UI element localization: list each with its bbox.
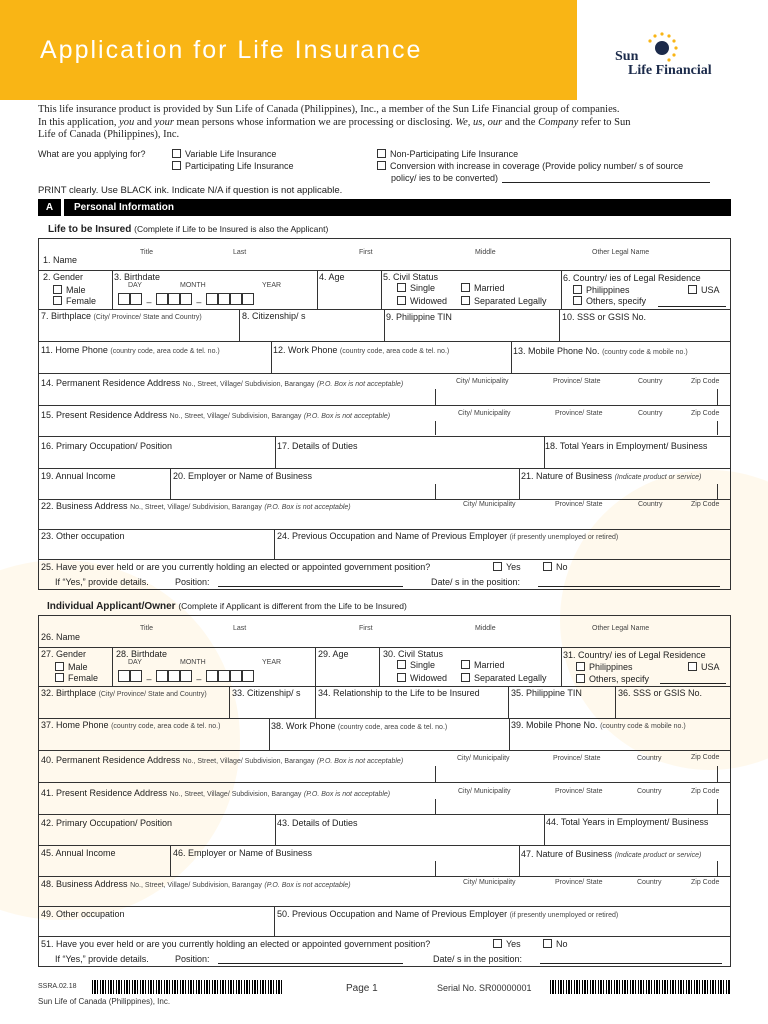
gov-if-yes: If “Yes,” provide details. xyxy=(55,577,149,587)
intro-line-1: This life insurance product is provided by Sun Life of Canada (Philippines), Inc., a member of the Sun Life Financial group of companies. xyxy=(38,104,620,115)
owner-field-income: 45. Annual Income xyxy=(41,848,116,858)
label-country: Country xyxy=(638,501,663,508)
logo-sun: Sun xyxy=(615,49,639,64)
owner-field-tin: 35. Philippine TIN xyxy=(511,688,582,698)
owner-field-citizenship: 33. Citizenship/ s xyxy=(232,688,301,698)
option-variable-life[interactable]: Variable Life Insurance xyxy=(172,149,276,159)
checkbox[interactable] xyxy=(688,285,697,294)
civil-married[interactable]: Married xyxy=(461,283,505,293)
form-code: SSRA.02.18 xyxy=(38,983,77,990)
checkbox[interactable] xyxy=(461,660,470,669)
label-province: Province/ State xyxy=(553,755,601,762)
col-last: Last xyxy=(233,249,247,256)
checkbox[interactable] xyxy=(53,296,62,305)
barcode-left xyxy=(92,980,282,994)
page-title: Application for Life Insurance xyxy=(40,36,423,64)
owner-field-employer: 46. Employer or Name of Business xyxy=(173,848,313,858)
civil-widowed[interactable]: Widowed xyxy=(397,296,447,306)
label-day: DAY xyxy=(128,282,142,289)
col-last: Last xyxy=(233,625,247,632)
owner-field-other-occupation: 49. Other occupation xyxy=(41,909,125,919)
checkbox[interactable] xyxy=(493,562,502,571)
owner-field-previous-occupation: 50. Previous Occupation and Name of Previous Employer (if presently unemployed or retired) xyxy=(277,909,619,919)
residence-usa[interactable]: USA xyxy=(688,285,720,295)
owner-civil-married[interactable]: Married xyxy=(461,660,505,670)
label-zip: Zip Code xyxy=(691,410,720,417)
label-city: City/ Municipality xyxy=(458,788,511,795)
label-province: Province/ State xyxy=(555,788,603,795)
field-employer: 20. Employer or Name of Business xyxy=(173,471,313,481)
gov-dates-line[interactable] xyxy=(538,586,720,587)
owner-field-name: 26. Name xyxy=(41,632,81,642)
checkbox[interactable] xyxy=(461,673,470,682)
field-present-address: 15. Present Residence Address No., Street, Village/ Subdivision, Barangay (P.O. Box is not acceptable) xyxy=(41,410,391,420)
owner-field-sss: 36. SSS or GSIS No. xyxy=(618,688,703,698)
field-gov-position: 25. Have you ever held or are you currently holding an elected or appointed government position? xyxy=(41,562,431,572)
field-residence: 6. Country/ ies of Legal Residence xyxy=(563,273,701,283)
label-zip: Zip Code xyxy=(691,378,720,385)
civil-single[interactable]: Single xyxy=(397,283,435,293)
owner-gov-dates-label: Date/ s in the position: xyxy=(433,954,523,964)
owner-gender-male[interactable]: Male xyxy=(55,662,88,672)
owner-residence-others[interactable]: Others, specify xyxy=(576,674,649,684)
logo-life-financial: Life Financial xyxy=(628,63,712,78)
owner-civil-single[interactable]: Single xyxy=(397,660,435,670)
gov-no[interactable]: No xyxy=(543,562,568,572)
owner-field-age: 29. Age xyxy=(318,649,349,659)
checkbox[interactable] xyxy=(493,939,502,948)
checkbox[interactable] xyxy=(55,662,64,671)
field-other-occupation: 23. Other occupation xyxy=(41,531,125,541)
owner-field-birthplace: 32. Birthplace (City/ Province/ State and Country) xyxy=(41,688,207,698)
owner-residence-usa[interactable]: USA xyxy=(688,662,720,672)
owner-field-birthdate: 28. Birthdate xyxy=(116,649,168,659)
field-birthplace: 7. Birthplace (City/ Province/ State and Country) xyxy=(41,311,202,321)
label-province: Province/ State xyxy=(555,410,603,417)
field-previous-occupation: 24. Previous Occupation and Name of Previous Employer (if presently unemployed or retired) xyxy=(277,531,619,541)
intro-paragraph xyxy=(38,104,732,142)
option-participating-life[interactable]: Participating Life Insurance xyxy=(172,161,294,171)
owner-gov-position-label: Position: xyxy=(175,954,210,964)
owner-gov-position-line[interactable] xyxy=(218,963,403,964)
checkbox[interactable] xyxy=(576,674,585,683)
option-non-participating[interactable]: Non-Participating Life Insurance xyxy=(377,149,518,159)
label-month: MONTH xyxy=(180,659,206,666)
label-year: YEAR xyxy=(262,282,282,289)
label-country: Country xyxy=(637,879,662,886)
checkbox[interactable] xyxy=(573,285,582,294)
label-zip: Zip Code xyxy=(691,788,720,795)
checkbox[interactable] xyxy=(543,562,552,571)
owner-field-gender: 27. Gender xyxy=(41,649,87,659)
col-title: Title xyxy=(140,625,153,632)
field-duties: 17. Details of Duties xyxy=(277,441,358,451)
field-mobile: 13. Mobile Phone No. (country code & mobile no.) xyxy=(513,346,688,356)
checkbox[interactable] xyxy=(53,285,62,294)
field-nature: 21. Nature of Business (Indicate product or service) xyxy=(521,471,702,481)
section-letter: A xyxy=(38,199,64,216)
owner-others-line[interactable] xyxy=(660,683,726,684)
owner-field-duties: 43. Details of Duties xyxy=(277,818,358,828)
label-month: MONTH xyxy=(180,282,206,289)
label-country: Country xyxy=(637,788,662,795)
owner-field-relationship: 34. Relationship to the Life to be Insured xyxy=(318,688,480,698)
owner-field-mobile: 39. Mobile Phone No. (country code & mobile no.) xyxy=(511,720,686,730)
section-title: Personal Information xyxy=(74,202,175,213)
civil-separated[interactable]: Separated Legally xyxy=(461,296,547,306)
option-conversion-cont: policy/ ies to be converted) xyxy=(391,173,499,183)
col-middle: Middle xyxy=(475,249,496,256)
label-country: Country xyxy=(638,410,663,417)
checkbox[interactable] xyxy=(397,673,406,682)
field-name: 1. Name xyxy=(43,255,78,265)
field-birthdate: 3. Birthdate xyxy=(114,272,161,282)
label-zip: Zip Code xyxy=(691,754,720,761)
owner-birthdate-boxes[interactable]: – – xyxy=(118,669,254,687)
owner-gov-yes[interactable]: Yes xyxy=(493,939,521,949)
field-gender: 2. Gender xyxy=(43,272,84,282)
gov-position-line[interactable] xyxy=(218,586,403,587)
label-province: Province/ State xyxy=(553,378,601,385)
owner-field-business-address: 48. Business Address No., Street, Village/ Subdivision, Barangay (P.O. Box is not acceptable) xyxy=(41,879,351,889)
owner-gov-dates-line[interactable] xyxy=(540,963,722,964)
others-specify-line[interactable] xyxy=(658,306,726,307)
label-zip: Zip Code xyxy=(691,501,720,508)
label-city: City/ Municipality xyxy=(458,410,511,417)
label-country: Country xyxy=(637,755,662,762)
field-permanent-address: 14. Permanent Residence Address No., Street, Village/ Subdivision, Barangay (P.O. Box is not acceptable) xyxy=(41,378,404,388)
life-insured-heading: Life to be Insured (Complete if Life to be Insured is also the Applicant) xyxy=(48,224,329,235)
owner-gov-no[interactable]: No xyxy=(543,939,568,949)
checkbox[interactable] xyxy=(688,662,697,671)
field-sss: 10. SSS or GSIS No. xyxy=(562,312,647,322)
owner-field-gov-position: 51. Have you ever held or are you currently holding an elected or appointed government position? xyxy=(41,939,431,949)
col-other-name: Other Legal Name xyxy=(592,625,650,632)
section-bar xyxy=(38,199,731,216)
policy-number-line[interactable] xyxy=(502,182,710,183)
owner-field-nature: 47. Nature of Business (Indicate product or service) xyxy=(521,849,702,859)
gender-female[interactable]: Female xyxy=(53,296,96,306)
label-city: City/ Municipality xyxy=(463,501,516,508)
field-work-phone: 12. Work Phone (country code, area code & tel. no.) xyxy=(273,345,450,355)
label-city: City/ Municipality xyxy=(463,879,516,886)
col-other-name: Other Legal Name xyxy=(592,249,650,256)
label-day: DAY xyxy=(128,659,142,666)
owner-field-work-phone: 38. Work Phone (country code, area code & tel. no.) xyxy=(271,721,448,731)
page-number: Page 1 xyxy=(346,983,378,994)
owner-field-permanent-address: 40. Permanent Residence Address No., Street, Village/ Subdivision, Barangay (P.O. Box is not acceptable) xyxy=(41,755,404,765)
owner-heading: Individual Applicant/Owner (Complete if Applicant is different from the Life to be Insured) xyxy=(47,601,407,612)
field-years: 18. Total Years in Employment/ Business xyxy=(545,441,708,451)
label-province: Province/ State xyxy=(555,501,603,508)
gov-dates-label: Date/ s in the position: xyxy=(431,577,521,587)
checkbox[interactable] xyxy=(55,673,64,682)
owner-field-home-phone: 37. Home Phone (country code, area code & tel. no.) xyxy=(41,720,221,730)
footer-company: Sun Life of Canada (Philippines), Inc. xyxy=(38,997,171,1006)
owner-field-residence: 31. Country/ ies of Legal Residence xyxy=(563,650,706,660)
col-first: First xyxy=(359,625,373,632)
label-year: YEAR xyxy=(262,659,282,666)
owner-gov-if-yes: If “Yes,” provide details. xyxy=(55,954,149,964)
field-occupation: 16. Primary Occupation/ Position xyxy=(41,441,173,451)
intro-line-2: In this application, you and your mean persons whose information we are processing or disclosing. We, us, our and the Company refer to Sun xyxy=(38,116,631,128)
residence-philippines[interactable]: Philippines xyxy=(573,285,630,295)
owner-residence-philippines[interactable]: Philippines xyxy=(576,662,633,672)
field-home-phone: 11. Home Phone (country code, area code & tel. no.) xyxy=(41,345,220,355)
label-city: City/ Municipality xyxy=(456,378,509,385)
gender-male[interactable]: Male xyxy=(53,285,86,295)
applying-question: What are you applying for? xyxy=(38,149,146,159)
checkbox[interactable] xyxy=(543,939,552,948)
gov-position-label: Position: xyxy=(175,577,210,587)
label-city: City/ Municipality xyxy=(457,755,510,762)
checkbox[interactable] xyxy=(397,296,406,305)
owner-field-present-address: 41. Present Residence Address No., Street, Village/ Subdivision, Barangay (P.O. Box is not acceptable) xyxy=(41,788,391,798)
print-note: PRINT clearly. Use BLACK ink. Indicate N/A if question is not applicable. xyxy=(38,185,343,196)
barcode-right xyxy=(550,980,730,994)
checkbox[interactable] xyxy=(172,149,181,158)
owner-civil-separated[interactable]: Separated Legally xyxy=(461,673,547,683)
field-income: 19. Annual Income xyxy=(41,471,116,481)
checkbox[interactable] xyxy=(172,161,181,170)
checkbox[interactable] xyxy=(461,283,470,292)
gov-yes[interactable]: Yes xyxy=(493,562,521,572)
owner-gender-female[interactable]: Female xyxy=(55,673,98,683)
checkbox[interactable] xyxy=(461,296,470,305)
residence-others[interactable]: Others, specify xyxy=(573,296,646,306)
checkbox[interactable] xyxy=(576,662,585,671)
birthdate-boxes[interactable]: – – xyxy=(118,292,254,310)
label-province: Province/ State xyxy=(555,879,603,886)
intro-line-3: Life of Canada (Philippines), Inc. xyxy=(38,129,180,140)
owner-field-years: 44. Total Years in Employment/ Business xyxy=(546,817,709,827)
field-business-address: 22. Business Address No., Street, Village/ Subdivision, Barangay (P.O. Box is not acceptable) xyxy=(41,501,351,511)
checkbox[interactable] xyxy=(573,296,582,305)
col-first: First xyxy=(359,249,373,256)
field-citizenship: 8. Citizenship/ s xyxy=(242,311,306,321)
col-title: Title xyxy=(140,249,153,256)
checkbox[interactable] xyxy=(397,283,406,292)
field-tin: 9. Philippine TIN xyxy=(386,312,452,322)
col-middle: Middle xyxy=(475,625,496,632)
checkbox[interactable] xyxy=(377,149,386,158)
owner-field-civil-status: 30. Civil Status xyxy=(383,649,444,659)
label-country: Country xyxy=(638,378,663,385)
checkbox[interactable] xyxy=(397,660,406,669)
owner-field-occupation: 42. Primary Occupation/ Position xyxy=(41,818,173,828)
owner-civil-widowed[interactable]: Widowed xyxy=(397,673,447,683)
sun-life-logo-icon xyxy=(645,31,679,65)
option-conversion[interactable]: Conversion with increase in coverage (Provide policy number/ s of source xyxy=(377,161,683,171)
field-age: 4. Age xyxy=(319,272,345,282)
serial-number: Serial No. SR00000001 xyxy=(437,983,532,993)
field-civil-status: 5. Civil Status xyxy=(383,272,439,282)
label-zip: Zip Code xyxy=(691,879,720,886)
checkbox[interactable] xyxy=(377,161,386,170)
